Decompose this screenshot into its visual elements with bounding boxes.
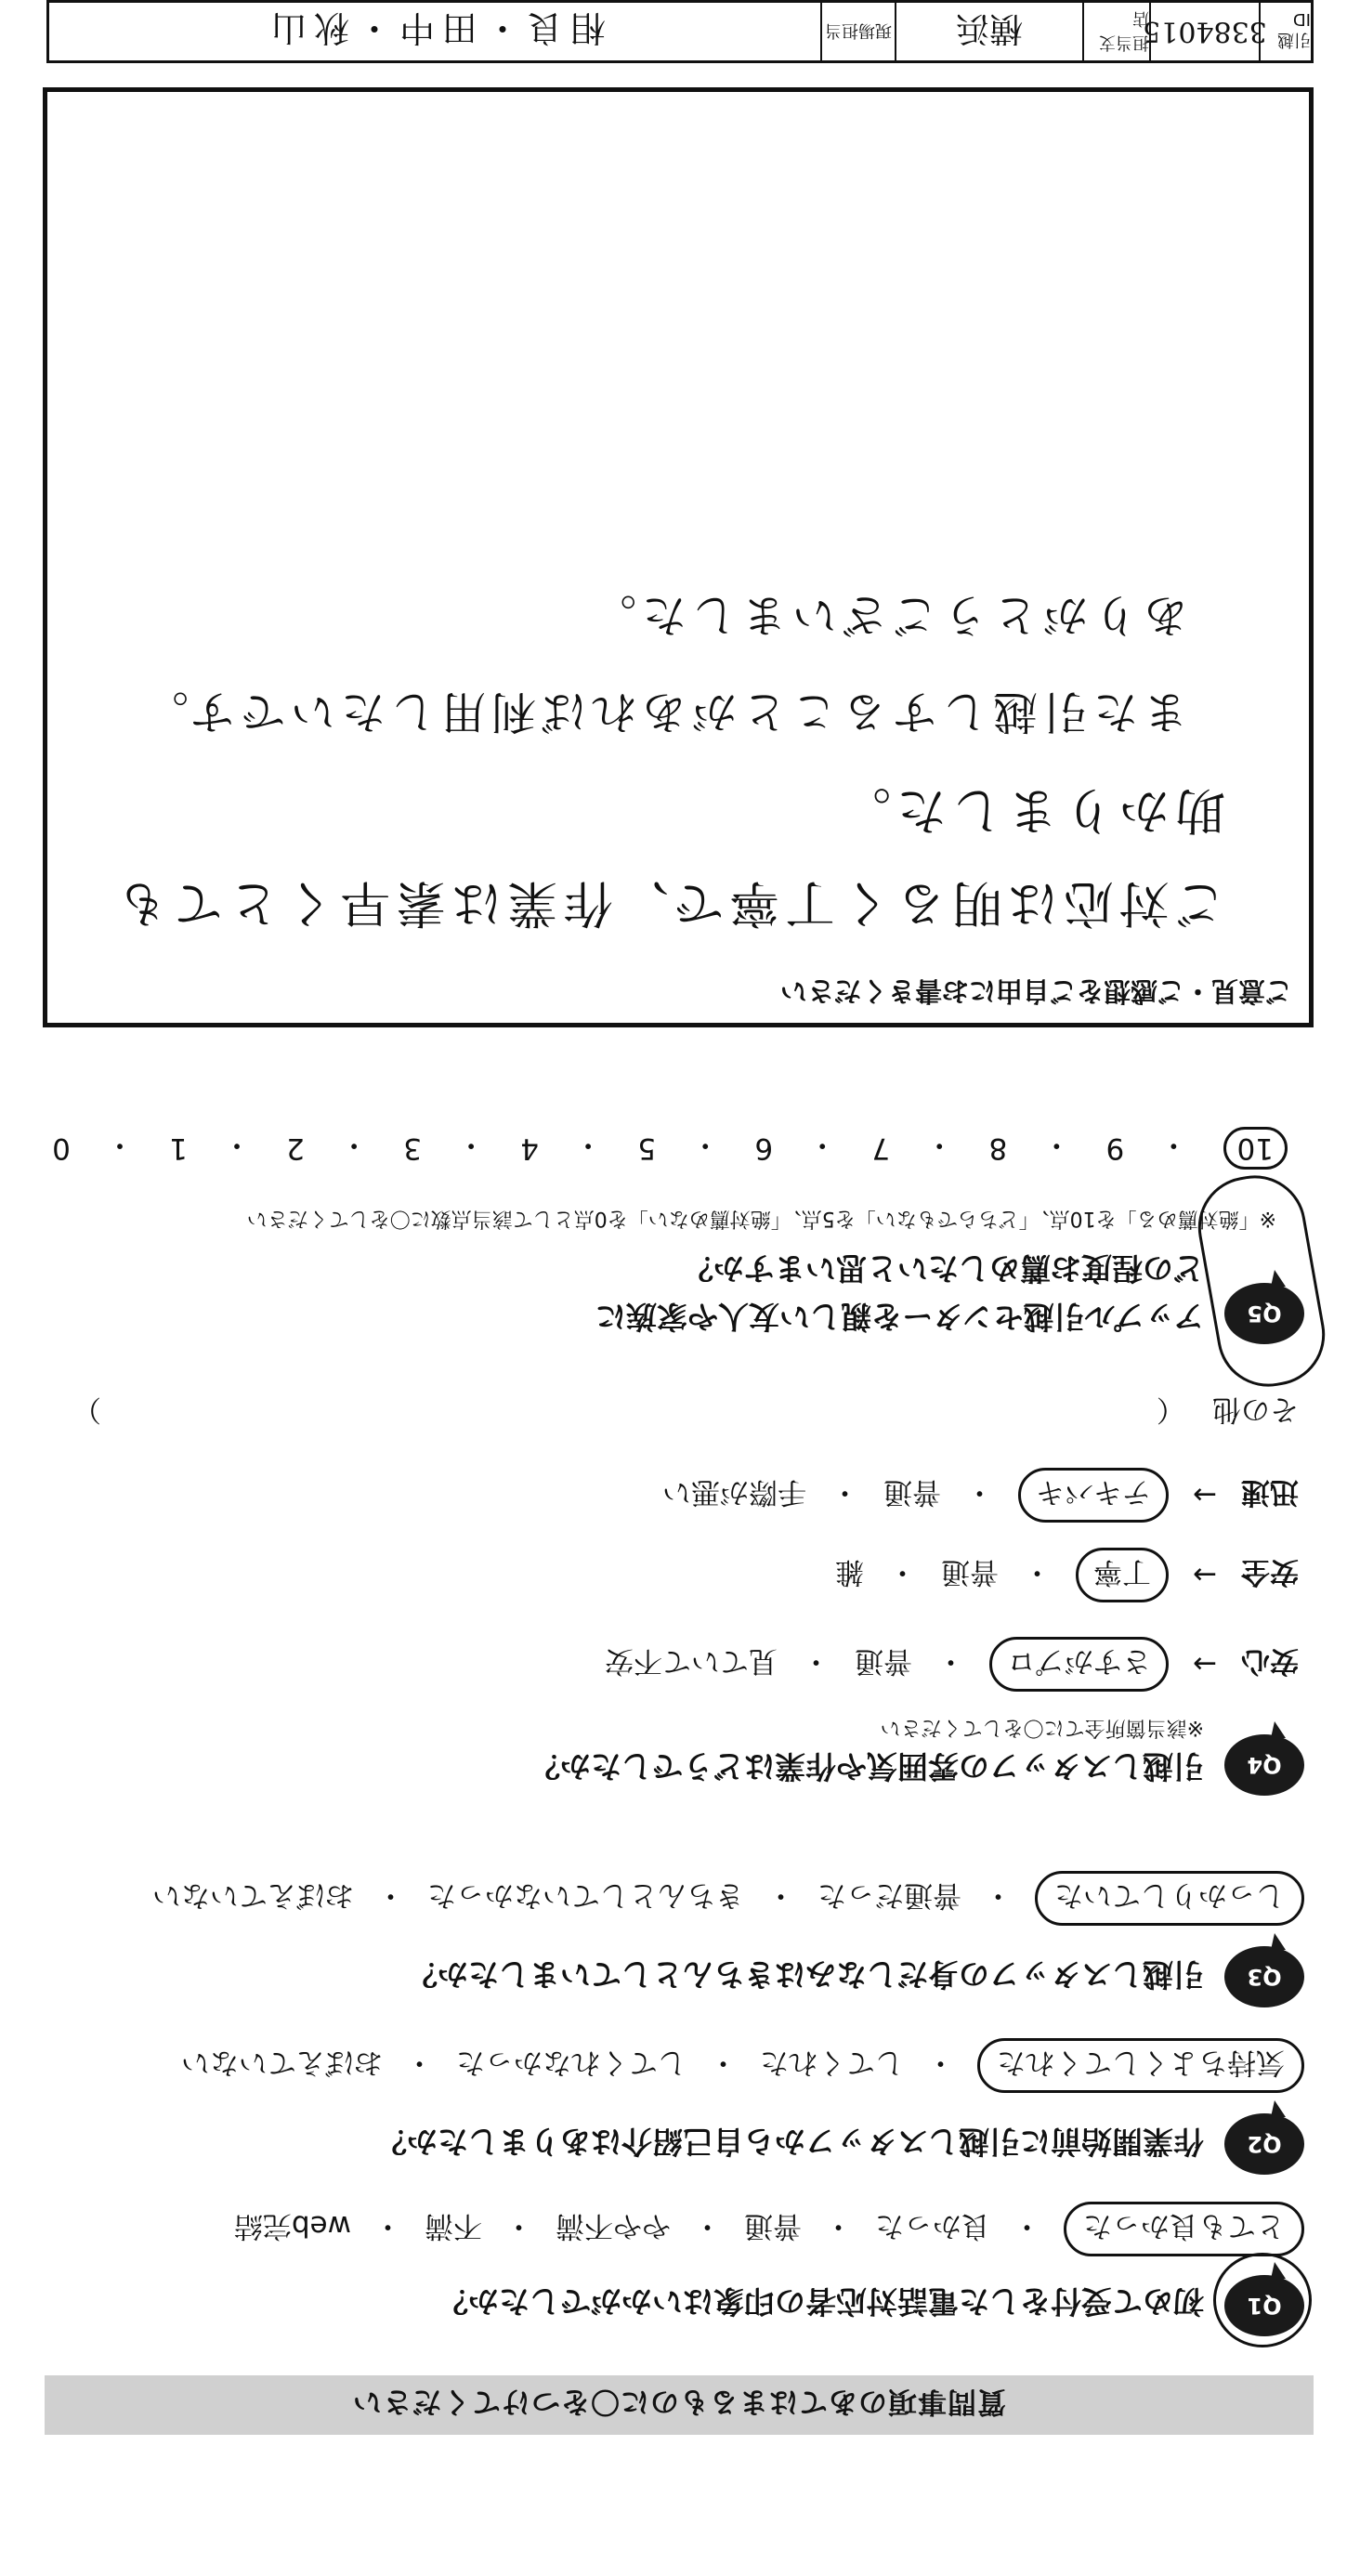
id-value[interactable]: 3384015: [1149, 3, 1259, 60]
q3-option-selected[interactable]: しっかりしていた: [1035, 1871, 1304, 1926]
branch-header: 担当支店: [1082, 3, 1149, 60]
separator-dot: ・: [1013, 2209, 1041, 2243]
separator-dot: ・: [1158, 1128, 1188, 1162]
separator-dot: ・: [1041, 1128, 1071, 1162]
q2-badge: Q2: [1224, 2113, 1304, 2175]
q5-question-line2: どの程度お薦めしたいと思いますか？: [683, 1250, 1204, 1287]
q5-score[interactable]: 7: [871, 1131, 891, 1165]
header-banner: [45, 2375, 1314, 2435]
branch-value[interactable]: 横浜: [895, 3, 1082, 60]
q1-option-selected[interactable]: とても良かった: [1064, 2202, 1304, 2256]
arrow-right-icon: →: [1193, 1647, 1217, 1681]
arrow-right-icon: →: [1193, 1558, 1217, 1592]
separator-dot: ・: [965, 1475, 995, 1509]
q4-other-label: その他: [1212, 1393, 1299, 1426]
separator-dot: ・: [456, 1128, 486, 1162]
q5-score-selected[interactable]: 10: [1223, 1127, 1288, 1170]
separator-dot: ・: [709, 2046, 738, 2079]
comments-line: ご対応は明るく丁寧で、作業は素早くとても: [111, 874, 1225, 933]
q4-option-selected[interactable]: 丁寧: [1076, 1548, 1169, 1602]
separator-dot: ・: [888, 1555, 918, 1589]
q2-option-selected[interactable]: 気持ちよくしてくれた: [977, 2038, 1304, 2093]
separator-dot: ・: [373, 2209, 402, 2243]
separator-dot: ・: [766, 1878, 795, 1912]
separator-dot: ・: [222, 1128, 252, 1162]
q3-badge: Q3: [1224, 1946, 1304, 2007]
q2-option[interactable]: してくれなかった: [456, 2046, 687, 2079]
q4-option-selected[interactable]: さすがプロ: [989, 1637, 1169, 1692]
q3-question: 引越しスタッフの身だしなみはきちんとしていましたか？: [407, 1956, 1204, 1993]
q4-option[interactable]: 普通: [883, 1475, 942, 1509]
q5-note: ※「絶対薦める」を10点、「どちらでもない」を5点、「絶対薦めない」を0点として該当点数に〇をしてください: [246, 1207, 1276, 1230]
q4-row-label: 迅速: [1241, 1475, 1299, 1509]
q4-question: 引越しスタッフの雰囲気や作業はどうでしたか？: [530, 1748, 1204, 1785]
q1-option[interactable]: やや不満: [556, 2209, 671, 2243]
q4-badge: Q4: [1224, 1734, 1304, 1796]
staff-value[interactable]: 相良・田中・秋山: [264, 7, 607, 49]
q2-option[interactable]: してくれた: [760, 2046, 904, 2079]
q5-score[interactable]: 5: [637, 1131, 657, 1165]
separator-dot: ・: [924, 1128, 954, 1162]
staff-header: 現場担当: [820, 3, 895, 60]
q1-option[interactable]: 普通: [744, 2209, 802, 2243]
q3-option[interactable]: 普通だった: [817, 1878, 961, 1912]
separator-dot: ・: [105, 1128, 135, 1162]
q5-question-line1: アップル引越センターを親しい友人や家族に: [595, 1299, 1204, 1335]
q4-option-selected[interactable]: テキパキ: [1018, 1468, 1169, 1523]
separator-dot: ・: [802, 1644, 831, 1678]
q4-row-label: 安心: [1241, 1644, 1299, 1678]
separator-dot: ・: [693, 2209, 722, 2243]
q5-score[interactable]: 4: [520, 1131, 539, 1165]
separator-dot: ・: [1023, 1555, 1053, 1589]
q2-question: 作業開始前に引越しスタッフから自己紹介はありましたか？: [376, 2124, 1204, 2160]
header-banner-text: 質問事項のあてはまるものに〇をつけてください: [352, 2385, 1006, 2419]
separator-dot: ・: [824, 2209, 853, 2243]
q2-options: [181, 2038, 1304, 2093]
q4-other-open: （: [1156, 1393, 1185, 1426]
id-header: 引越ID: [1259, 3, 1311, 60]
q4-note: ※該当箇所全てに〇をしてください: [880, 1716, 1204, 1739]
q3-option[interactable]: おぼえていない: [152, 1878, 354, 1912]
q4-row-anzen: [835, 1548, 1299, 1602]
q3-options: [152, 1871, 1304, 1926]
separator-dot: ・: [405, 2046, 434, 2079]
separator-dot: ・: [376, 1878, 405, 1912]
arrow-right-icon: →: [1193, 1478, 1217, 1512]
q5-mark-circle: [1190, 1168, 1333, 1395]
separator-dot: ・: [339, 1128, 369, 1162]
q5-badge: Q5: [1224, 1283, 1304, 1344]
q4-option[interactable]: 普通: [941, 1555, 1000, 1589]
q4-option[interactable]: 手際が悪い: [662, 1475, 807, 1509]
q4-option[interactable]: 普通: [855, 1644, 913, 1678]
separator-dot: ・: [926, 2046, 955, 2079]
q5-score[interactable]: 9: [1105, 1131, 1125, 1165]
separator-dot: ・: [984, 1878, 1013, 1912]
comments-title: ご意見・ご感想をご自由にお書きください: [779, 975, 1292, 1007]
q2-option[interactable]: おぼえていない: [181, 2046, 383, 2079]
comments-line: ありがとうございました。: [585, 589, 1188, 641]
comments-line: 助かりました。: [835, 781, 1225, 840]
q4-other-close: ）: [72, 1393, 101, 1426]
separator-dot: ・: [830, 1475, 860, 1509]
q4-option[interactable]: 見ていて不安: [605, 1644, 778, 1678]
q4-option[interactable]: 雑: [835, 1555, 865, 1589]
separator-dot: ・: [690, 1128, 720, 1162]
q5-score[interactable]: 6: [754, 1131, 774, 1165]
separator-dot: ・: [807, 1128, 837, 1162]
separator-dot: ・: [504, 2209, 533, 2243]
q1-mark-circle: [1213, 2253, 1312, 2347]
q4-row-anshin: [605, 1637, 1299, 1692]
q1-badge: Q1: [1224, 2275, 1304, 2336]
separator-dot: ・: [936, 1644, 966, 1678]
separator-dot: ・: [573, 1128, 603, 1162]
q1-option[interactable]: 不満: [425, 2209, 482, 2243]
q5-score[interactable]: 3: [403, 1131, 422, 1165]
q1-question: 初めて受付をした電話対応者の印象はいかがでしたか？: [438, 2283, 1204, 2320]
q1-option[interactable]: web完結: [233, 2209, 351, 2243]
id-table: [46, 0, 1314, 63]
q5-scale: [52, 1127, 1288, 1170]
q5-score[interactable]: 1: [169, 1131, 188, 1165]
q4-other-row: [54, 1392, 1299, 1433]
comments-line: また引越しすることがあれば利用したいです。: [137, 686, 1188, 738]
q3-option[interactable]: きちんとしていなかった: [427, 1878, 744, 1912]
q1-options: [234, 2202, 1304, 2256]
q4-row-jinsoku: [662, 1468, 1299, 1523]
q5-score[interactable]: 0: [52, 1131, 71, 1165]
q4-row-label: 安全: [1241, 1555, 1299, 1589]
q5-score[interactable]: 2: [286, 1131, 305, 1165]
comments-box: [43, 87, 1314, 1027]
q1-option[interactable]: 良かった: [875, 2209, 990, 2243]
q5-score[interactable]: 8: [988, 1131, 1008, 1165]
